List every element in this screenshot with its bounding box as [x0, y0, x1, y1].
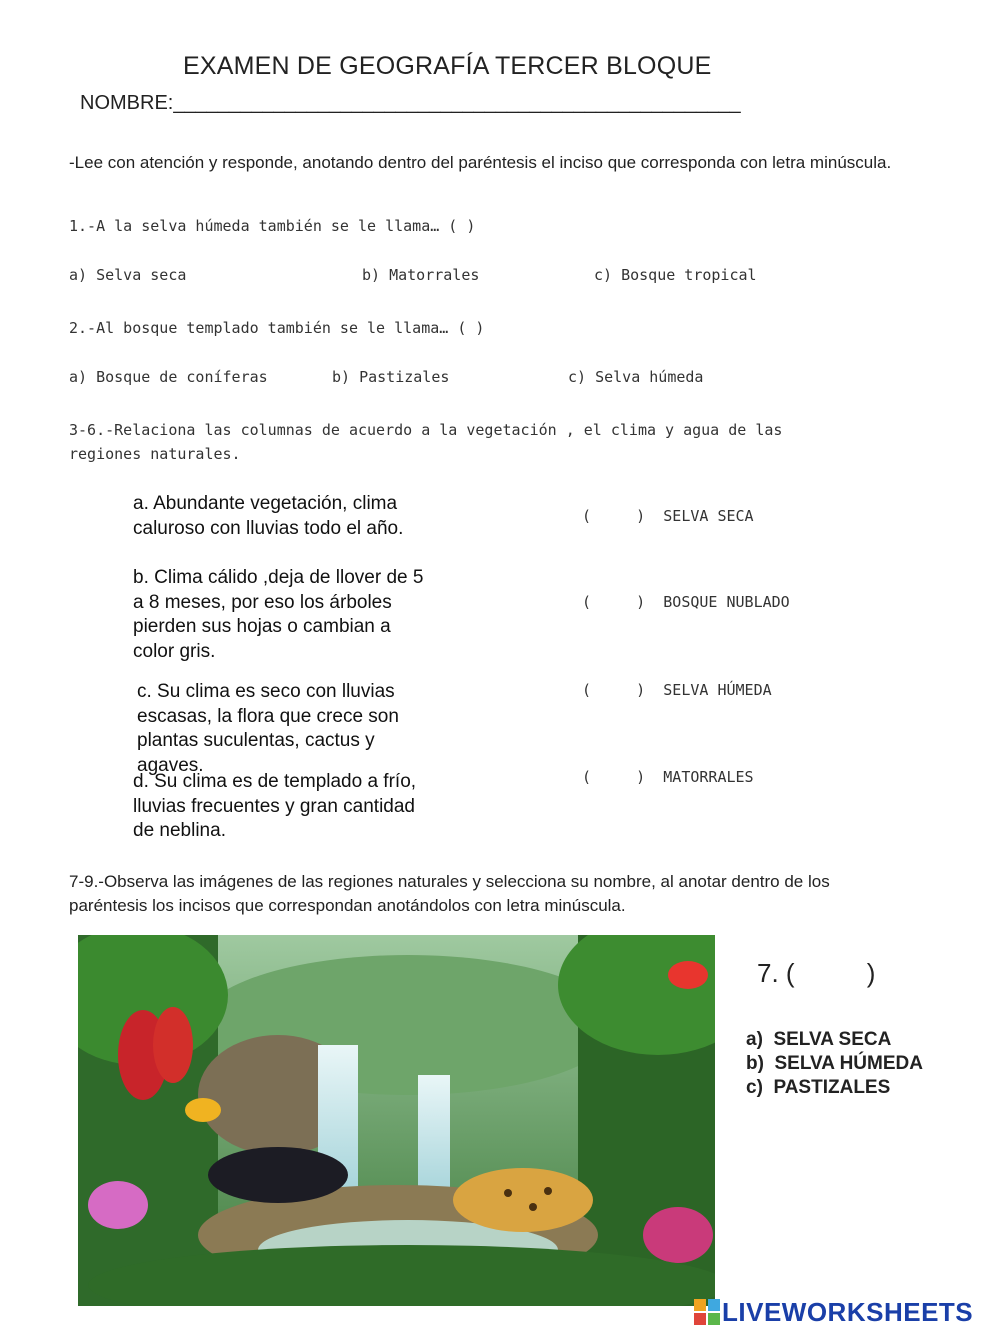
name-field[interactable]: NOMBRE:___________________________________________________: [80, 92, 741, 114]
match-bosque-nublado[interactable]: ( ) BOSQUE NUBLADO: [582, 593, 790, 611]
liveworksheets-logo: [692, 1296, 973, 1328]
question-7-label[interactable]: 7. ( ): [757, 958, 876, 988]
q7-option-b: b) SELVA HÚMEDA: [746, 1053, 923, 1074]
q1-option-b: b) Matorrales: [362, 266, 480, 284]
match-matorrales[interactable]: ( ) MATORRALES: [582, 768, 754, 786]
instructions: -Lee con atención y responde, anotando dentro del paréntesis el inciso que corresponda con letra minúscula.: [69, 153, 892, 172]
relate-item-c: c. Su clima es seco con lluvias escasas, la flora que crece son plantas suculentas, cactus y agaves.: [137, 681, 399, 776]
question-2: 2.-Al bosque templado también se le llama… ( ): [69, 319, 485, 337]
relate-item-b: b. Clima cálido ,deja de llover de 5 a 8 meses, por eso los árboles pierden sus hojas o cambian a color gris.: [133, 567, 424, 662]
q2-option-a: a) Bosque de coníferas: [69, 368, 268, 386]
relate-item-a: a. Abundante vegetación, clima caluroso con lluvias todo el año.: [133, 493, 404, 539]
q1-option-a: a) Selva seca: [69, 266, 187, 284]
q7-option-a: a) SELVA SECA: [746, 1029, 892, 1050]
logo-text: LIVEWORKSHEETS: [722, 1296, 974, 1327]
question-1: 1.-A la selva húmeda también se le llama… ( ): [69, 217, 476, 235]
q2-option-c: c) Selva húmeda: [568, 368, 704, 386]
match-selva-seca[interactable]: ( ) SELVA SECA: [582, 507, 754, 525]
rainforest-image: [78, 935, 715, 1306]
q2-option-b: b) Pastizales: [332, 368, 450, 386]
logo-icon: [692, 1297, 722, 1327]
question-7-9-instructions: 7-9.-Observa las imágenes de las regiones naturales y selecciona su nombre, al anotar dentro de los paréntesis los incisos que correspondan anotándolos con letra minúscula.: [69, 872, 830, 915]
page-title: EXAMEN DE GEOGRAFÍA TERCER BLOQUE: [183, 52, 712, 80]
match-selva-humeda[interactable]: ( ) SELVA HÚMEDA: [582, 681, 772, 699]
rainforest-illustration: [78, 935, 715, 1306]
relate-item-d: d. Su clima es de templado a frío, lluvias frecuentes y gran cantidad de neblina.: [133, 771, 417, 841]
question-3-6: 3-6.-Relaciona las columnas de acuerdo a la vegetación , el clima y agua de las regiones naturales.: [69, 421, 783, 463]
q1-option-c: c) Bosque tropical: [594, 266, 757, 284]
q7-option-c: c) PASTIZALES: [746, 1077, 891, 1098]
